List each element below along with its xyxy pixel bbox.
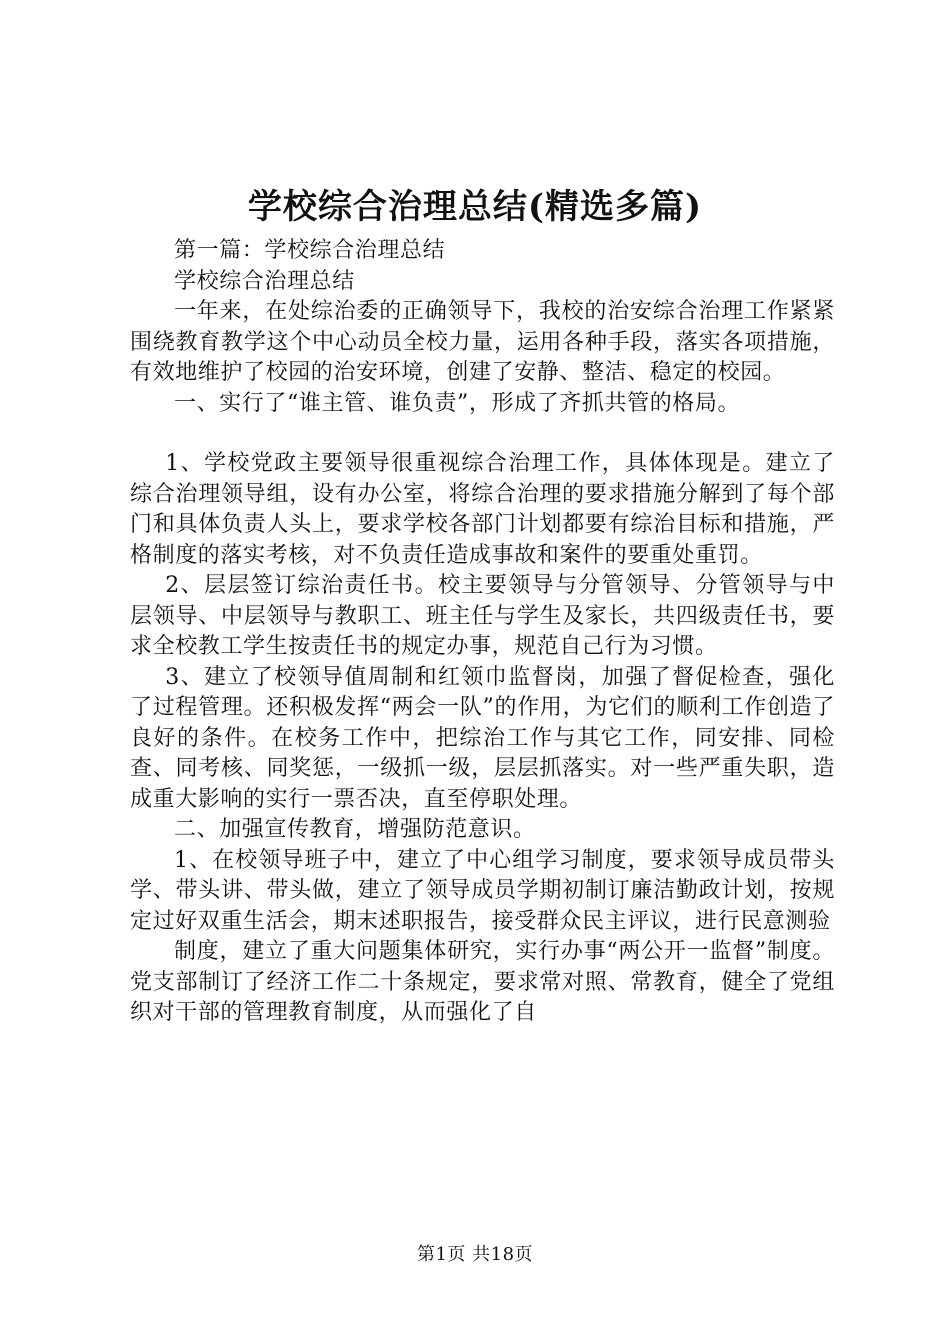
section-point-heading: 二、加强宣传教育，增强防范意识。 [174,817,536,842]
section-point-heading: 一、实行了“谁主管、谁负责”，形成了齐抓共管的格局。 [174,390,741,416]
body-paragraph: 1、学校党政主要领导很重视综合治理工作，具体体现是。建立了综合治理领导组，设有办公室，将综合治理的要求措施分解到了每个部门和具体负责人头上，要求学校各部门计划都要有综治目标和措施，严格制度的落实考核，对不负责任造成事故和案件的要重处重罚。 [130,451,835,568]
subheading: 学校综合治理总结 [174,268,355,294]
body-paragraph: 制度，建立了重大问题集体研究，实行办事“两公开一监督”制度。党支部制订了经济工作二十条规定，要求常对照、常教育，健全了党组织对干部的管理教育制度，从而强化了自 [130,939,835,1025]
section-heading: 第一篇：学校综合治理总结 [174,238,446,263]
page-number: 第1页 共18页 [416,1244,534,1265]
paragraph-spacer [130,419,835,449]
body-paragraph: 2、层层签订综治责任书。校主要领导与分管领导、分管领导与中层领导、中层领导与教职工、班主任与学生及家长，共四级责任书，要求全校教工学生按责任书的规定办事，规范自己行为习惯。 [130,573,835,659]
document-title: 学校综合治理总结(精选多篇) [247,187,703,227]
body-paragraph: 3、建立了校领导值周制和红领巾监督岗，加强了督促检查，强化了过程管理。还积极发挥“两会一队”的作用，为它们的顺利工作创造了良好的条件。在校务工作中，把综治工作与其它工作，同安排、同检查、同考核、同奖惩，一级抓一级，层层抓落实。对一些严重失职，造成重大影响的实行一票否决，直至停职处理。 [130,664,835,812]
document-body [130,236,835,1029]
body-paragraph: 1、在校领导班子中，建立了中心组学习制度，要求领导成员带头学、带头讲、带头做，建立了领导成员学期初制订廉洁勤政计划，按规定过好双重生活会，期末述职报告，接受群众民主评议，进行民意测验 [130,847,835,934]
body-paragraph: 一年来，在处综治委的正确领导下，我校的治安综合治理工作紧紧围绕教育教学这个中心动员全校力量，运用各种手段，落实各项措施，有效地维护了校园的治安环境，创建了安静、整洁、稳定的校园。 [130,299,835,385]
